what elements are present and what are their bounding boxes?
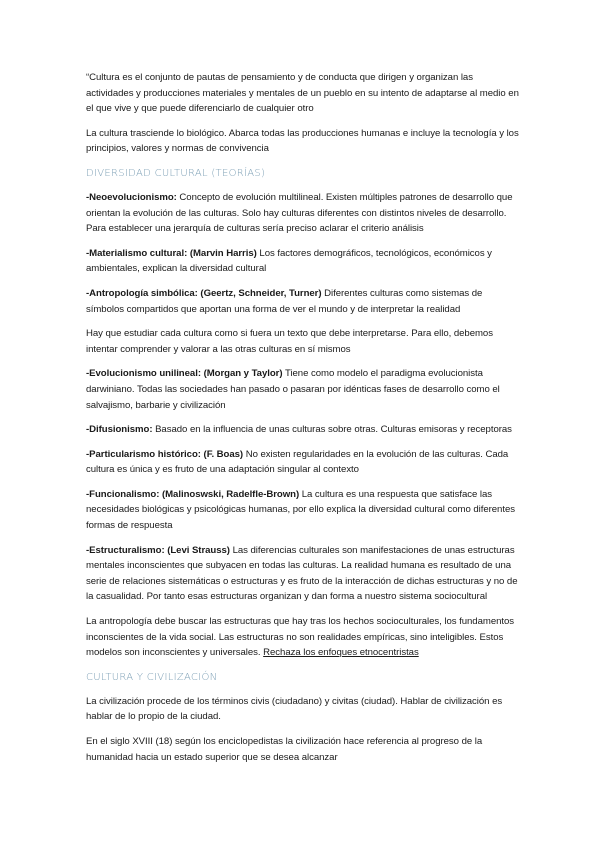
ethnocentrism-link[interactable]: Rechaza los enfoques etnocentristas [263,647,419,659]
theory-author: (Marvin Harris) [189,247,257,259]
theory-term: -Particularismo histórico [86,448,198,460]
culture-transcends-paragraph: La cultura trasciende lo biológico. Abarca todas las producciones humanas e incluye la tecnología y los principios, valores y normas de convivencia [86,127,519,155]
civilization-paragraph: La civilización procede de los términos civis (ciudadano) y civitas (ciudad). Hablar de civilización es hablar de lo propio de la ciudad. [86,695,503,723]
theory-text: Diferentes culturas como sistemas de símbolos compartidos que aportan una forma de ver el mundo y de interpretar la realidad [86,287,483,315]
theory-author: (Malinoswski, Radelfle-Brown) [161,488,300,500]
section-heading-cultural-diversity: DIVERSIDAD CULTURAL (TEORÍAS) [86,167,266,179]
theory-term: -Materialismo cultural [86,247,185,259]
theory-antropologia-simbolica: -Antropología simbólica: (Geertz, Schneider, Turner) Diferentes culturas como sistemas de símbolos compartidos que aportan una forma de ver el mundo y de interpretar la realidad [86,287,483,315]
structuralism-note: La antropología debe buscar las estructuras que hay tras los hechos socioculturales, los fundamentos inconscientes de la vida social. Las estructuras no son realidades empíricas, sino inteligibles. Estos modelos son inconscientes y universales. Rechaza los enfoques etnocentristas [86,616,515,659]
theory-text: Concepto de evolución multilineal. Existen múltiples patrones de desarrollo que orientan la evolución de las culturas. Solo hay culturas diferentes con distintos niveles de desarrollo. Para establecer una jerarquía de culturas sería preciso aclarar el criterio análisis [86,191,513,235]
theory-author: (Morgan y Taylor) [203,368,283,380]
culture-definition-quote: “Cultura es el conjunto de pautas de pensamiento y de conducta que dirigen y organizan las actividades y producciones materiales y mentales de un pueblo en su intento de adaptarse al medio en el que vive y que puede diferenciarlo de cualquier otro [86,72,519,115]
theory-term: -Neoevolucionismo [86,191,174,203]
theory-term: -Difusionismo [86,424,150,436]
theory-term: -Evolucionismo unilineal [86,368,198,380]
theory-author: (Levi Strauss) [167,544,230,556]
theory-neoevolucionismo: -Neoevolucionismo: Concepto de evolución multilineal. Existen múltiples patrones de desarrollo que orientan la evolución de las culturas. Solo hay culturas diferentes con distintos niveles de desarrollo. Para establecer una jerarquía de culturas sería preciso aclarar el criterio análisis [86,191,513,235]
theory-text: Tiene como modelo el paradigma evolucionista darwiniano. Todas las sociedades han pasado o pasaran por idénticas fases de desarrollo como el salvajismo, barbarie y civilización [86,368,500,411]
theory-author: (F. Boas) [203,448,244,460]
theory-funcionalismo: -Funcionalismo: (Malinoswski, Radelfle-Brown) La cultura es una respuesta que satisface las necesidades biológicas y psicológicas humanas, por ello explica la diversidad cultural como diferentes formas de respuesta [86,488,515,532]
civilization-paragraph: En el siglo XVIII (18) según los enciclopedistas la civilización hace referencia al progreso de la humanidad hacia un estado superior que se desea alcanzar [86,736,483,763]
theory-estructuralismo: -Estructuralismo: (Levi Strauss) Las diferencias culturales son manifestaciones de unas estructuras mentales inconscientes que subyacen en todas las culturas. La realidad humana es resultado de una serie de relaciones sistemáticas o estructuras y es fruto de la interacción de dichas estructuras y no de la casualidad. Por tanto esas estructuras organizan y dan forma a nuestro sistema sociocultural [86,544,518,603]
section-heading-culture-civilization: CULTURA Y CIVILIZACIÓN [86,671,218,683]
theory-text: Los factores demográficos, tecnológicos, económicos y ambientales, explican la diversidad cultural [86,247,492,275]
theory-difusionismo: -Difusionismo: Basado en la influencia de unas culturas sobre otras. Culturas emisoras y receptoras [86,424,512,436]
theory-evolucionismo-unilineal: -Evolucionismo unilineal: (Morgan y Taylor) Tiene como modelo el paradigma evolucionista darwiniano. Todas las sociedades han pasado o pasaran por idénticas fases de desarrollo como el salvajismo, barbarie y civilización [86,368,500,411]
theory-particularismo-historico: -Particularismo histórico: (F. Boas) No existen regularidades en la evolución de las culturas. Cada cultura es única y es fruto de una adaptación singular al contexto [86,448,509,476]
theory-term: -Funcionalismo [86,488,157,500]
theory-term: -Antropología simbólica [86,287,195,299]
theory-text: La cultura es una respuesta que satisface las necesidades biológicas y psicológicas humanas, por ello explica la diversidad cultural como diferentes formas de respuesta [86,488,515,532]
theory-text: Las diferencias culturales son manifestaciones de unas estructuras mentales inconscientes que subyacen en todas las culturas. La realidad humana es resultado de una serie de relaciones sistemáticas o estructuras y es fruto de la interacción de dichas estructuras y no de la casualidad. Por tanto esas estructuras organizan y dan forma a nuestro sistema sociocultural [86,544,518,603]
theory-materialismo-cultural: -Materialismo cultural: (Marvin Harris) Los factores demográficos, tecnológicos, económicos y ambientales, explican la diversidad cultural [86,247,492,275]
theory-author: (Geertz, Schneider, Turner) [200,287,322,299]
theory-text: No existen regularidades en la evolución de las culturas. Cada cultura es única y es fruto de una adaptación singular al contexto [86,448,509,476]
theory-term: -Estructuralismo [86,544,162,556]
theory-text: Basado en la influencia de unas culturas sobre otras. Culturas emisoras y receptoras [152,424,512,436]
symbolic-anthropology-note: Hay que estudiar cada cultura como si fuera un texto que debe interpretarse. Para ello, debemos intentar comprender y valorar a las otras culturas en sí mismos [86,328,493,355]
